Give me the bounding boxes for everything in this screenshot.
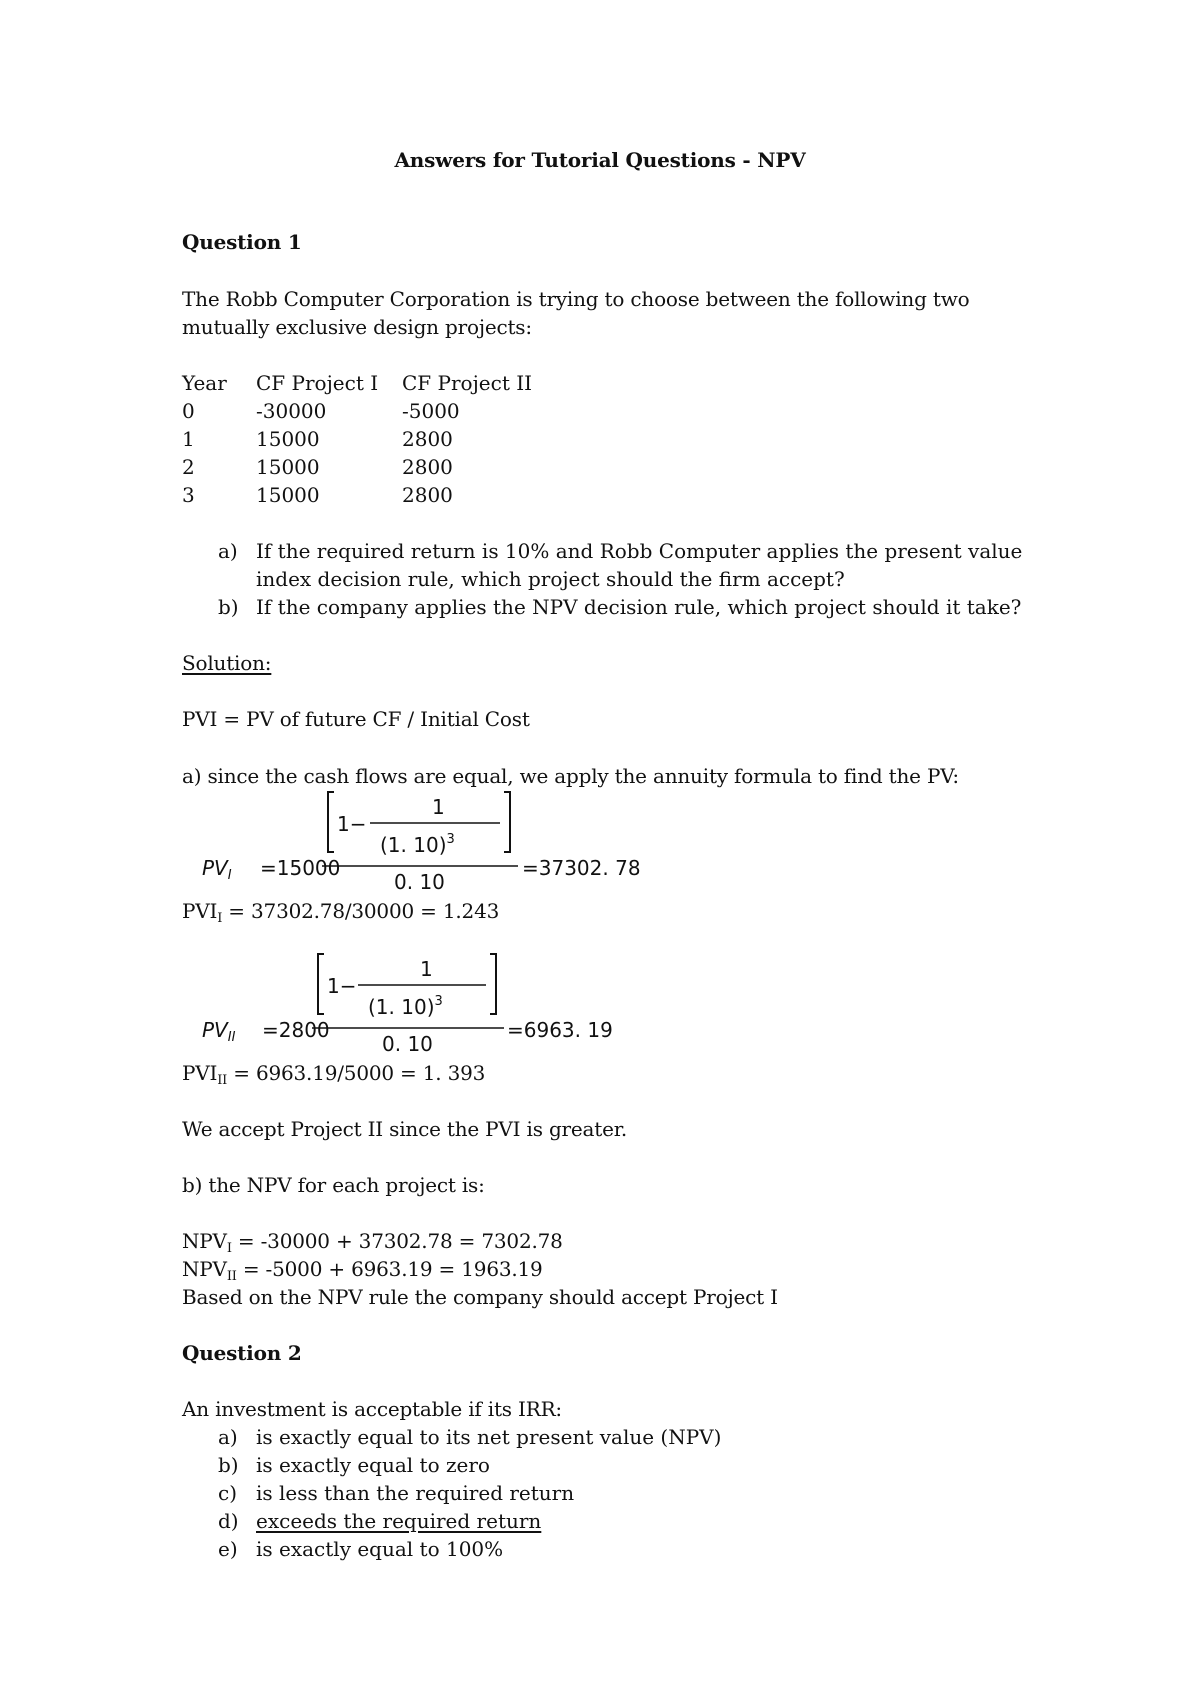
formula-brackets xyxy=(322,790,642,900)
table-cell: -30000 xyxy=(256,399,327,423)
table-cell: 1 xyxy=(182,427,195,451)
formula-one-minus: 1− xyxy=(337,812,367,836)
part-a-solution-text: a) since the cash flows are equal, we apply the annuity formula to find the PV: xyxy=(182,764,959,788)
part-b-line1: If the company applies the NPV decision rule, which project should it take? xyxy=(256,595,1022,619)
formula-inner-denominator: (1. 10)$^3$ xyxy=(368,994,443,1019)
page-title: Answers for Tutorial Questions - NPV xyxy=(394,148,806,172)
table-header-cf-project-2: CF Project II xyxy=(402,371,533,395)
formula-coefficient: =15000 xyxy=(260,856,341,880)
part-a-line1: If the required return is 10% and Robb Computer applies the present value xyxy=(256,539,1023,563)
formula-one-minus: 1− xyxy=(327,974,357,998)
option-text: is exactly equal to zero xyxy=(256,1453,490,1477)
formula-inner-numerator: 1 xyxy=(432,795,445,819)
formula-result: =37302. 78 xyxy=(522,856,641,880)
pvi-definition: PVI = PV of future CF / Initial Cost xyxy=(182,707,530,731)
option-label: e) xyxy=(218,1537,238,1561)
option-label: d) xyxy=(218,1509,239,1533)
formula-inner-denominator: (1. 10)$^3$ xyxy=(380,832,455,857)
option-text: is exactly equal to 100% xyxy=(256,1537,504,1561)
part-a-line2: index decision rule, which project should the firm accept? xyxy=(256,567,845,591)
pvi-project-1: $PVI_I = 37302.78/30000 = 1.243$ xyxy=(182,899,500,926)
solution-label: Solution: xyxy=(182,651,272,675)
formula-coefficient: =2800 xyxy=(262,1018,330,1042)
option-text: is less than the required return xyxy=(256,1481,575,1505)
table-cell: 15000 xyxy=(256,427,320,451)
formula-denominator: 0. 10 xyxy=(394,870,445,894)
table-cell: 2800 xyxy=(402,455,453,479)
table-header-cf-project-1: CF Project I xyxy=(256,371,379,395)
npv-project-2: $NPV_{II} = -5000 + 6963.19 = 1963.19$ xyxy=(182,1257,543,1284)
table-cell: -5000 xyxy=(402,399,460,423)
option-label: b) xyxy=(218,1453,239,1477)
table-cell: 15000 xyxy=(256,483,320,507)
question-2-heading: Question 2 xyxy=(182,1341,302,1365)
q1-intro-line1: The Robb Computer Corporation is trying to choose between the following two xyxy=(182,287,970,311)
formula-lhs: $PV_{II}$ xyxy=(202,1018,236,1045)
formula-lhs: $PV_I$ xyxy=(202,856,232,883)
table-cell: 2 xyxy=(182,455,195,479)
pv1-formula xyxy=(182,790,641,900)
pv2-formula xyxy=(182,952,613,1062)
table-cell: 15000 xyxy=(256,455,320,479)
npv-project-1: $NPV_I = -30000 + 37302.78 = 7302.78$ xyxy=(182,1229,563,1256)
table-cell: 3 xyxy=(182,483,195,507)
option-label: a) xyxy=(218,1425,238,1449)
formula-result: =6963. 19 xyxy=(507,1018,613,1042)
part-b-solution-text: b) the NPV for each project is: xyxy=(182,1173,485,1197)
accept-project-text: We accept Project II since the PVI is greater. xyxy=(182,1117,628,1141)
option-label: c) xyxy=(218,1481,238,1505)
table-header-year: Year xyxy=(182,371,227,395)
table-cell: 2800 xyxy=(402,483,453,507)
formula-inner-numerator: 1 xyxy=(420,957,433,981)
q1-conclusion: Based on the NPV rule the company should accept Project I xyxy=(182,1285,778,1309)
option-text-correct-answer: exceeds the required return xyxy=(256,1509,542,1533)
q2-intro: An investment is acceptable if its IRR: xyxy=(182,1397,562,1421)
table-cell: 2800 xyxy=(402,427,453,451)
table-cell: 0 xyxy=(182,399,195,423)
q1-intro-line2: mutually exclusive design projects: xyxy=(182,315,532,339)
formula-brackets xyxy=(312,952,632,1062)
pvi-project-2: $PVI_{II} = 6963.19/5000 = 1$. 393 xyxy=(182,1061,486,1088)
part-b-label: b) xyxy=(218,595,239,619)
option-text: is exactly equal to its net present value (NPV) xyxy=(256,1425,722,1449)
part-a-label: a) xyxy=(218,539,238,563)
formula-denominator: 0. 10 xyxy=(382,1032,433,1056)
question-1-heading: Question 1 xyxy=(182,230,302,254)
